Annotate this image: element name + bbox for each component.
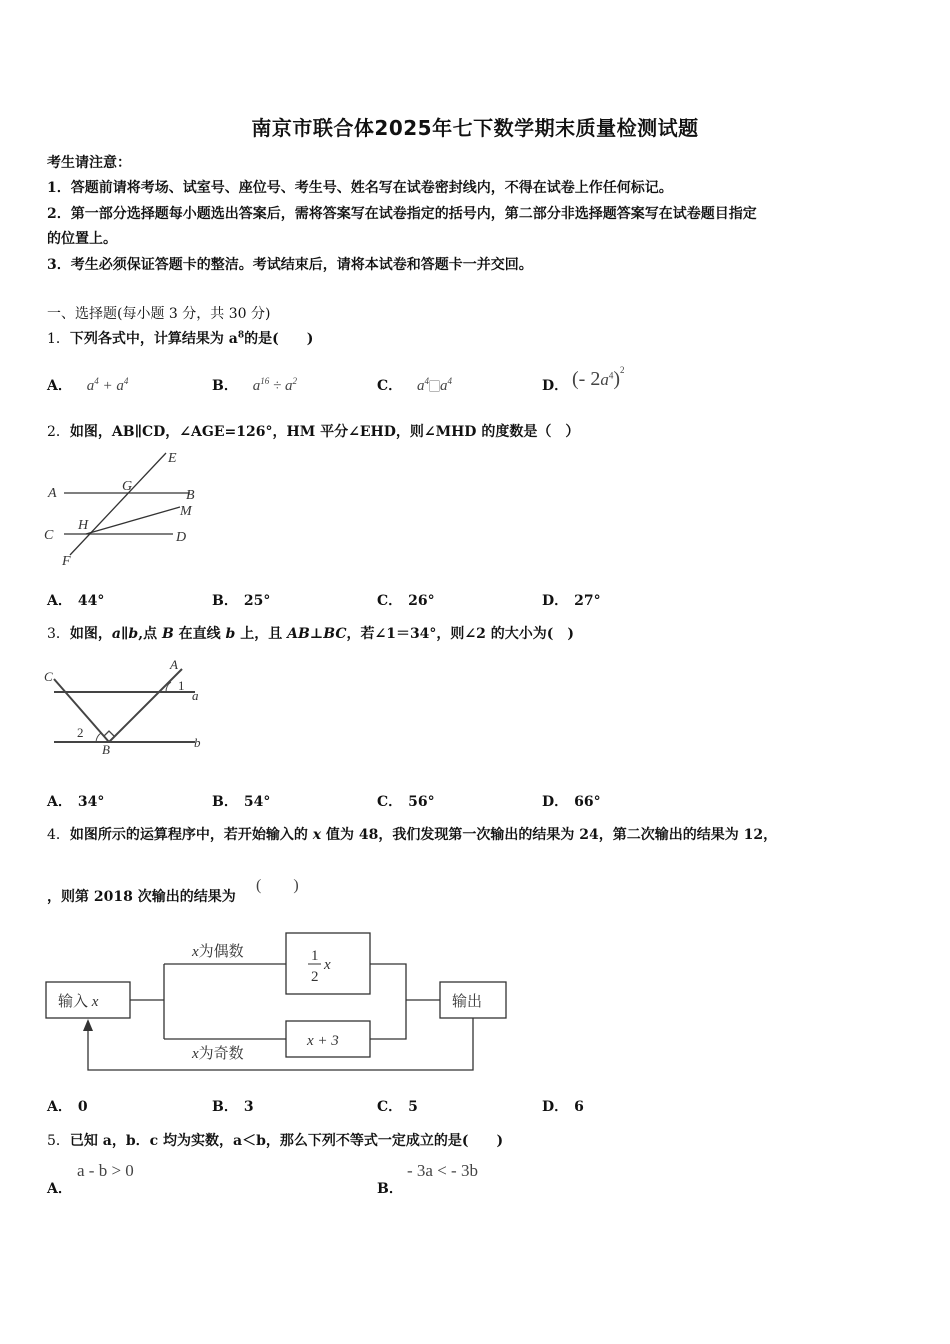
label-b: B [186,488,195,503]
question-number: 4． [47,827,70,843]
label-line-a: a [192,688,199,703]
q1-stem-text: 下列各式中，计算结果为 a [69,331,238,347]
question-2-stem [47,421,579,441]
fraction-numerator: 1 [311,948,319,964]
q2-option-a[interactable]: A． 44° [47,593,105,609]
fraction-variable: x [324,957,331,973]
question-4-stem-cont: ，则第 2018 次输出的结果为 [47,889,236,905]
option-label: A． [47,378,72,394]
q2-stem-text: 如图，AB∥CD，∠AGE=126°，HM 平分∠EHD，则∠MHD 的度数是（ ） [69,424,580,440]
q1-option-a[interactable] [47,375,128,395]
label-line-b: b [194,735,201,750]
q1-option-d-expression: (- $2a^4)^2$ [572,365,625,390]
label-d: D [176,530,187,545]
segment-ba [109,669,182,742]
label-c: C [44,669,53,684]
option-label: B． [377,1181,403,1197]
option-label: D． [542,378,569,394]
label-b-point: B [102,742,110,755]
angle-2-arc [96,733,101,742]
label-a-point: A [170,657,178,672]
notice-item-2: 2．第一部分选择题每小题选出答案后，需将答案写在试卷指定的括号内，第二部分非选择题答案写在试卷题目指定 [47,206,757,222]
option-expression: $a^4⃞a^4$ [417,376,453,394]
q5-option-b-expression: - 3a < - 3b [407,1161,478,1180]
input-label: 输入 x [58,994,99,1010]
q2-parallel-lines-figure [40,445,210,570]
q3-option-b[interactable]: B． 54° [212,794,271,810]
question-3-stem: 3．如图，a∥b,点 B 在直线 b 上，且 AB⊥BC，若∠1＝34°，则∠2 的大小为( ) [47,626,575,642]
q1-stem-exponent: 8 [237,330,245,341]
question-number: 5． [47,1133,70,1149]
label-m: M [180,504,192,519]
q5-option-a-expression: a - b > 0 [77,1161,134,1180]
label-f: F [62,554,71,569]
odd-label: x为奇数 [192,1046,244,1062]
label-e: E [168,451,177,466]
ray-hm [86,507,180,534]
q2-option-b[interactable]: B． 25° [212,593,271,609]
section-heading: 一、选择题(每小题 3 分，共 30 分) [47,306,271,322]
option-label: A． [47,1181,72,1197]
q1-option-b[interactable] [212,375,297,395]
q4-option-a[interactable]: A． 0 [47,1099,88,1115]
q1-stem-tail: 的是( ) [244,331,314,347]
question-5-stem [47,1130,503,1150]
q1-option-d[interactable] [542,375,568,395]
label-g: G [122,479,133,494]
fraction-denominator: 2 [311,969,319,985]
q3-perpendicular-figure [40,655,215,755]
label-a: A [48,486,57,501]
notice-item-1: 1．答题前请将考场、试室号、座位号、考生号、姓名写在试卷密封线内，不得在试卷上作任何标记。 [47,180,673,196]
q2-option-d[interactable]: D． 27° [542,593,601,609]
label-h: H [78,518,89,533]
option-label: B． [212,378,238,394]
output-label: 输出 [452,994,483,1010]
connector-merge [370,964,406,1039]
right-angle-mark [104,731,114,736]
option-expression: $a^{16} \div a^2$ [252,376,297,394]
question-4-stem: 4．如图所示的运算程序中，若开始输入的 x 值为 48，我们发现第一次输出的结果为 24，第二次输出的结果为 12， [47,827,778,843]
q4-flowchart [40,925,515,1075]
label-angle-2: 2 [77,725,84,740]
label-c: C [44,528,54,543]
q4-option-c[interactable]: C． 5 [377,1099,418,1115]
even-label: x为偶数 [192,944,244,960]
question-number: 1． [47,331,70,347]
q4-option-b[interactable]: B． 3 [212,1099,254,1115]
option-label: C． [377,378,403,394]
question-1-stem [47,328,313,348]
notice-item-2-cont: 的位置上。 [47,231,117,247]
feedback-loop [88,1018,473,1070]
question-number: 2． [47,424,70,440]
q1-option-c[interactable] [377,375,452,395]
q3-option-d[interactable]: D． 66° [542,794,601,810]
plus-three-expression: x + 3 [307,1033,339,1049]
page-title: 南京市联合体2025年七下数学期末质量检测试题 [251,116,699,140]
line-ef [70,453,166,555]
notice-heading: 考生请注意： [47,155,131,171]
q4-option-d[interactable]: D． 6 [542,1099,584,1115]
feedback-arrow-icon [83,1019,93,1031]
q5-option-b[interactable] [377,1178,403,1198]
option-expression: $a^4 + a^4$ [86,376,129,394]
question-number: 3． [47,626,70,642]
notice-item-3: 3．考生必须保证答题卡的整洁。考试结束后，请将本试卷和答题卡一并交回。 [47,257,533,273]
answer-paren: ( ) [256,877,299,894]
q5-option-a[interactable] [47,1178,72,1198]
q5-stem-text: 已知 a，b．c 均为实数，a＜b，那么下列不等式一定成立的是( ) [69,1133,504,1149]
label-angle-1: 1 [178,678,185,693]
q2-option-c[interactable]: C． 26° [377,593,435,609]
q3-option-a[interactable]: A． 34° [47,794,105,810]
q3-option-c[interactable]: C． 56° [377,794,435,810]
